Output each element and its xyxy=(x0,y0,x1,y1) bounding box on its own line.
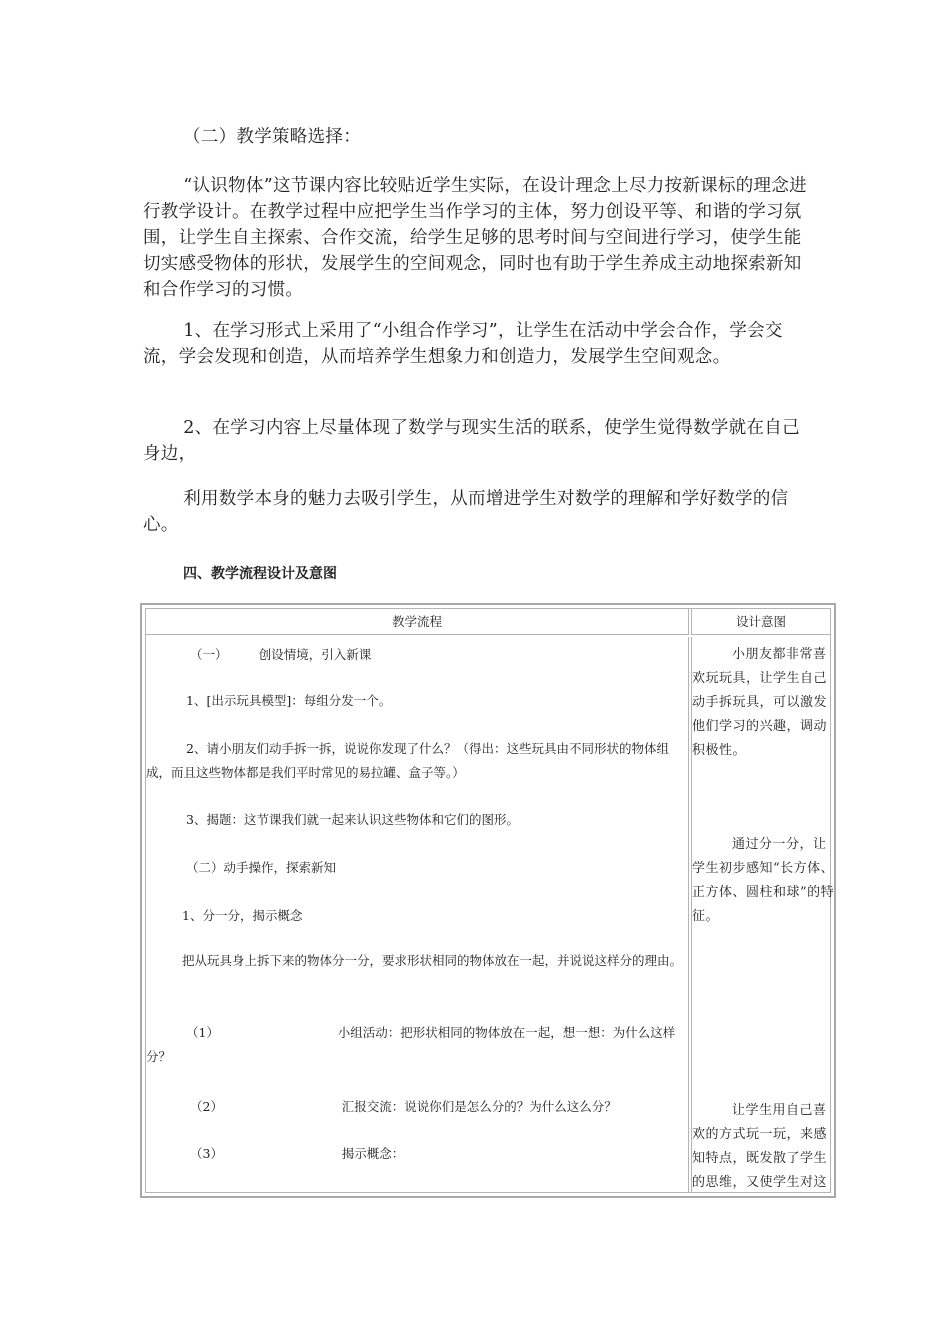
strategy-paragraph-1: “认识物体”这节课内容比较贴近学生实际，在设计理念上尽力按新课标的理念进行教学设计。在教学过程中应把学生当作学习的主体，努力创设平等、和谐的学习氛围，让学生自主探索、合作交流，给学生足够的思考时间与空间进行学习，使学生能切实感受物体的形状，发展学生的空间观念，同时也有助于学生养成主动地探索新知和合作学习的习惯。 xyxy=(143,176,807,300)
flow-line-9: （2） 汇报交流：说说你们是怎么分的？为什么这么分？ xyxy=(190,1099,617,1114)
flow-line-6: 1、分一分，揭示概念 xyxy=(182,908,303,923)
strategy-heading: （二）教学策略选择： xyxy=(183,127,361,147)
flow-heading: 四、教学流程设计及意图 xyxy=(183,566,337,582)
flow-line-10: （3） 揭示概念： xyxy=(190,1146,405,1161)
intent-line-3: 让学生用自己喜欢的方式玩一玩，来感知特点，既发散了学生的思维，又使学生对这 xyxy=(692,1103,828,1190)
flow-table-inner xyxy=(145,608,835,1193)
flow-line-2: 1、[出示玩具模型]：每组分发一个。 xyxy=(186,693,392,708)
flow-line-8: （1） 小组活动：把形状相同的物体放在一起，想一想：为什么这样分？ xyxy=(146,1025,676,1064)
header-design-intent: 设计意图 xyxy=(691,609,830,635)
strategy-paragraph-4: 利用数学本身的魅力去吸引学生，从而增进学生对数学的理解和学好数学的信心。 xyxy=(143,489,789,535)
flow-line-3: 2、请小朋友们动手拆一拆，说说你发现了什么？（得出：这些玩具由不同形状的物体组成，而且这些物体都是我们平时常见的易拉罐、盒子等。） xyxy=(146,741,669,780)
flow-line-7: 把从玩具身上拆下来的物体分一分，要求形状相同的物体放在一起，并说说这样分的理由。 xyxy=(182,953,683,968)
header-teaching-flow: 教学流程 xyxy=(146,609,689,635)
intent-line-1: 小朋友都非常喜欢玩玩具，让学生自己动手拆玩具，可以激发他们学习的兴趣，调动积极性。 xyxy=(692,647,828,758)
strategy-paragraph-2: 1、在学习形式上采用了“小组合作学习”，让学生在活动中学会合作，学会交流，学会发现和创造，从而培养学生想象力和创造力，发展学生空间观念。 xyxy=(143,321,783,367)
flow-table xyxy=(140,603,836,1198)
strategy-paragraph-3: 2、在学习内容上尽量体现了数学与现实生活的联系，使学生觉得数学就在自己身边， xyxy=(143,418,800,464)
flow-line-1: （一） 创设情境，引入新课 xyxy=(190,647,372,662)
flow-line-4: 3、揭题：这节课我们就一起来认识这些物体和它们的图形。 xyxy=(186,812,519,827)
flow-column xyxy=(146,637,689,1192)
flow-line-5: （二）动手操作，探索新知 xyxy=(186,860,337,875)
intent-line-2: 通过分一分，让学生初步感知“长方体、正方体、圆柱和球”的特征。 xyxy=(692,837,835,924)
intent-column xyxy=(691,637,835,1192)
